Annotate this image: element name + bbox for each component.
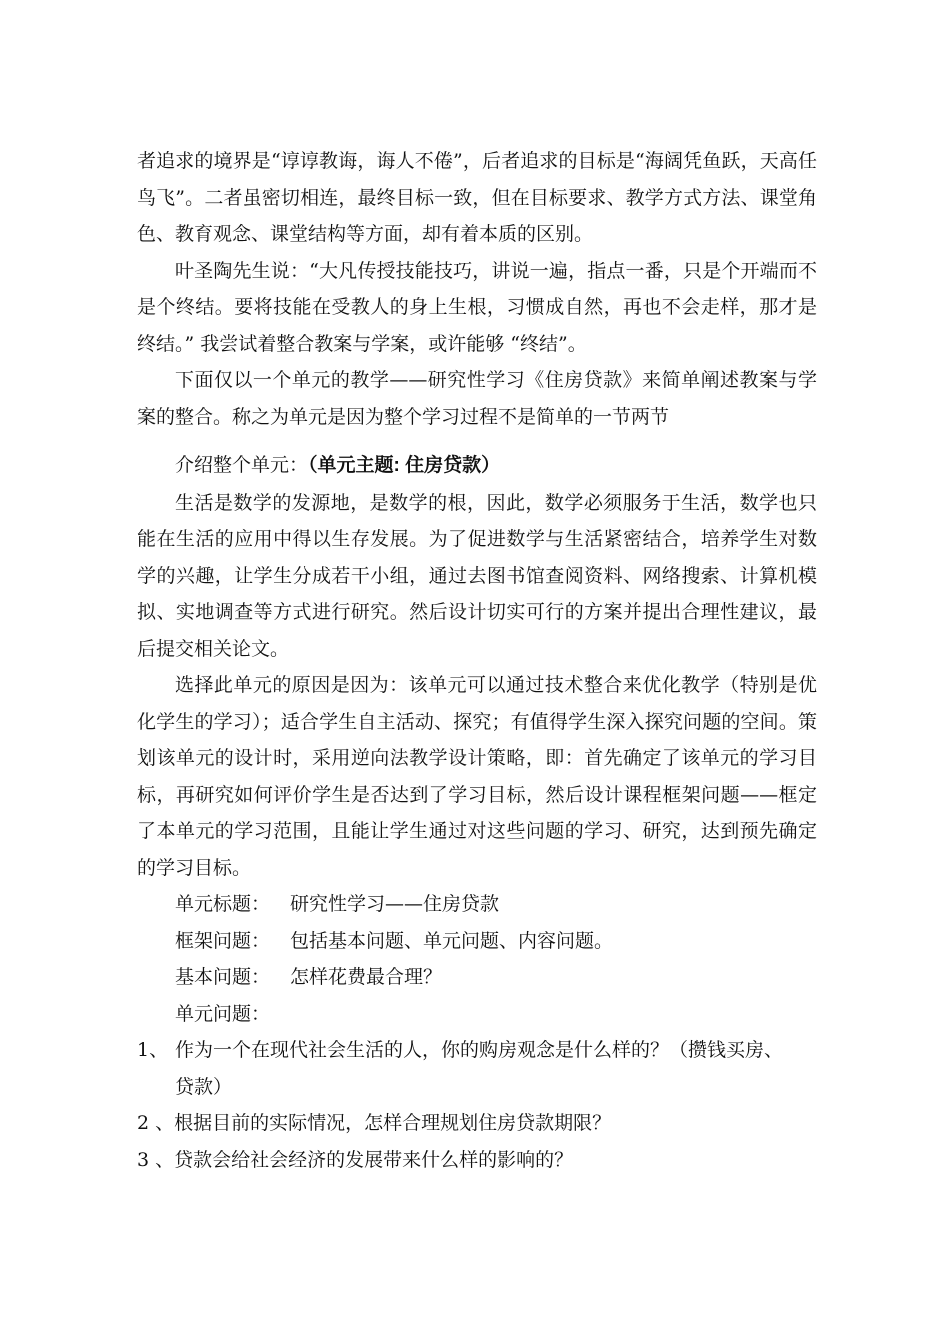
list-item-number: 2 、 — [137, 1112, 175, 1134]
list-item-text: 根据目前的实际情况，怎样合理规划住房贷款期限？ — [174, 1112, 612, 1134]
list-item-text: 贷款会给社会经济的发展带来什么样的影响的？ — [174, 1148, 574, 1171]
field-label: 基本问题： — [175, 966, 271, 988]
unit-theme: （单元主题: 住房贷款） — [308, 455, 501, 476]
paragraph-ye-shengtao-quote: 叶圣陶先生说：“大凡传授技能技巧，讲说一遍，指点一番，只是个开端而不是个终结。要将技能在受教人的身上生根，习惯成自然，再也不会走样，那才是终结。” 我尝试着整合教案与学案，或许能够 “终结”。 — [137, 259, 817, 355]
field-frame-questions — [137, 923, 817, 960]
unit-intro-label: 介绍整个单元： — [175, 454, 309, 476]
field-value: 研究性学习——住房贷款 — [290, 893, 500, 915]
paragraph-selection-reason: 选择此单元的原因是因为：该单元可以通过技术整合来优化教学（特别是优化学生的学习）；适合学生自主活动、探究；有值得学生深入探究问题的空间。策划该单元的设计时，采用逆向法教学设计策略，即：首先确定了该单元的学习目标，再研究如何评价学生是否达到了学习目标，然后设计课程框架问题——框定了本单元的学习范围，且能让学生通过对这些问题的学习、研究，达到预先确定的学习目标。 — [137, 674, 817, 879]
document-page — [137, 143, 817, 1178]
field-label: 单元问题： — [175, 1002, 271, 1025]
list-item-text: 作为一个在现代社会生活的人，你的购房观念是什么样的？（攒钱买房、 — [175, 1039, 784, 1061]
field-basic-question — [137, 959, 817, 996]
paragraph-life-and-math: 生活是数学的发源地，是数学的根，因此，数学必须服务于生活，数学也只能在生活的应用中得以生存发展。为了促进数学与生活紧密结合，培养学生对数学的兴趣，让学生分成若干小组，通过去图书馆查阅资料、网络搜索、计算机模拟、实地调查等方式进行研究。然后设计切实可行的方案并提出合理性建议，最后提交相关论文。 — [137, 491, 817, 660]
field-label: 框架问题： — [175, 929, 271, 952]
field-unit-title — [137, 886, 817, 923]
field-unit-questions — [137, 996, 817, 1033]
list-item-question-2 — [137, 1105, 817, 1142]
list-item-continuation: 贷款） — [175, 1075, 233, 1098]
list-item-number: 3 、 — [137, 1148, 175, 1171]
list-item-number: 1、 — [137, 1039, 169, 1061]
paragraph-unit-intro — [137, 447, 817, 485]
list-item-question-1 — [137, 1032, 817, 1069]
field-value: 怎样花费最合理？ — [290, 966, 443, 988]
paragraph-unit-example: 下面仅以一个单元的教学——研究性学习《住房贷款》来简单阐述教案与学案的整合。称之为单元是因为整个学习过程不是简单的一节两节 — [137, 369, 817, 428]
list-item-question-3 — [137, 1142, 817, 1179]
field-value: 包括基本问题、单元问题、内容问题。 — [290, 929, 614, 952]
field-label: 单元标题： — [175, 893, 271, 915]
paragraph-teaching-comparison: 者追求的境界是“谆谆教诲，诲人不倦”，后者追求的目标是“海阔凭鱼跃，天高任鸟飞”。二者虽密切相连，最终目标一致，但在目标要求、教学方式方法、课堂角色、教育观念、课堂结构等方面，却有着本质的区别。 — [137, 150, 817, 245]
